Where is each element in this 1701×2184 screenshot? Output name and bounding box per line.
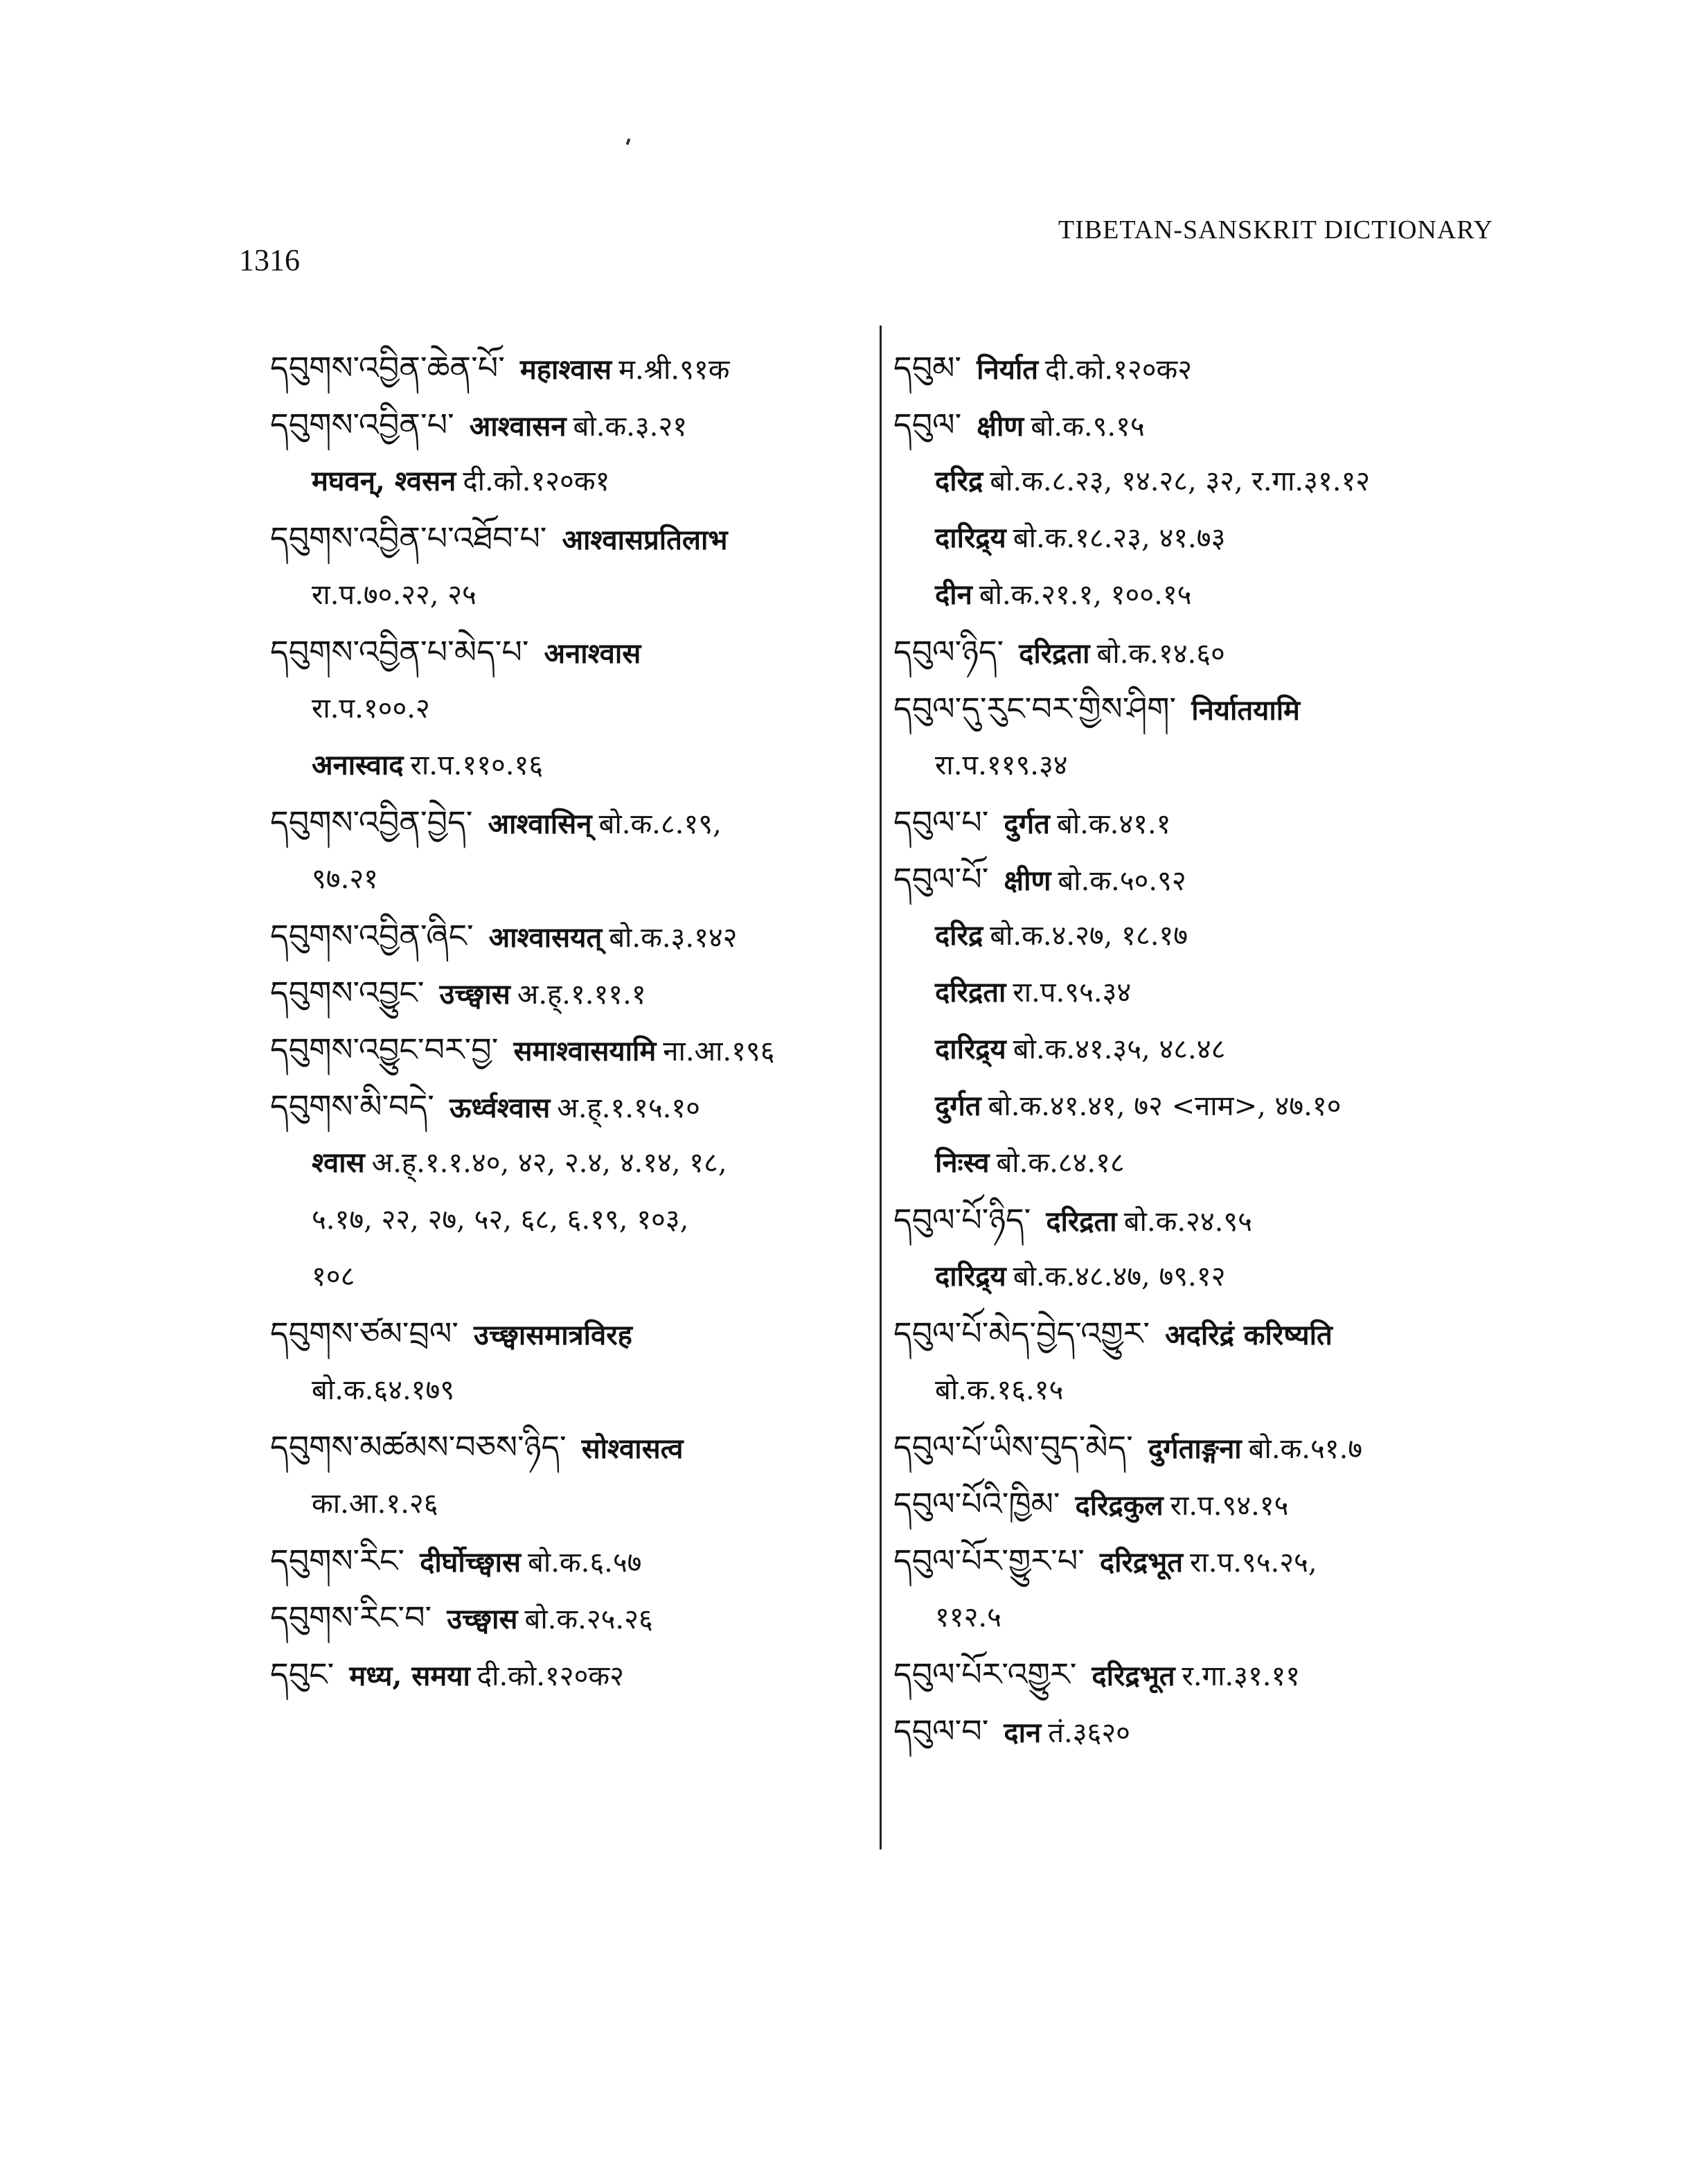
sanskrit-equivalent: मघवन्, श्वसन: [312, 465, 456, 497]
dictionary-entry: [270, 964, 880, 1021]
sanskrit-equivalent: दरिद्रता: [1019, 637, 1090, 670]
right-column: [893, 339, 1558, 1759]
source-reference: म.श्री.९१क: [618, 354, 730, 386]
dictionary-entry: [270, 623, 880, 680]
sanskrit-equivalent: दुर्गत: [935, 1090, 981, 1122]
sanskrit-equivalent: निःस्व: [935, 1146, 990, 1179]
dictionary-entry: [270, 851, 880, 907]
source-reference: रा.प.११९.३४: [935, 749, 1068, 781]
sanskrit-equivalent: सोश्वासत्व: [581, 1432, 684, 1465]
source-reference: बो.क.५०.९२: [1058, 865, 1186, 897]
tibetan-headword: དབུལ་པོ་: [893, 860, 989, 898]
source-reference: बो.क.२१.१, १००.१५: [979, 579, 1192, 611]
source-reference: बो.क.८.२३, १४.२८, ३२, र.गा.३१.१२: [990, 465, 1371, 497]
tibetan-headword: དབུགས་རིང་བ་: [270, 1599, 432, 1636]
dictionary-entry: [270, 907, 880, 964]
source-reference: रा.प.९५.२५,: [1190, 1547, 1317, 1579]
sanskrit-equivalent: क्षीण: [977, 410, 1024, 443]
dictionary-entry: [270, 1532, 880, 1589]
sanskrit-equivalent: उच्छ्वासमात्रविरह: [474, 1319, 632, 1351]
tibetan-headword: དབུགས་ཙམ་བྲལ་: [270, 1315, 459, 1352]
tibetan-headword: དབུལ་བ་: [893, 1712, 989, 1750]
tibetan-headword: དབུང་: [270, 1655, 335, 1693]
dictionary-entry: [893, 1646, 1558, 1703]
source-reference: अ.ह्.१.१५.१०: [557, 1092, 700, 1124]
sanskrit-equivalent: दरिद्रभूत: [1092, 1660, 1175, 1692]
dictionary-entry: [893, 1305, 1558, 1362]
source-reference: दी.को.१२०क२: [477, 1660, 624, 1692]
left-column: [270, 339, 880, 1703]
tibetan-headword: དབུལ་པོའི་ཁྱིམ་: [893, 1485, 1060, 1522]
source-reference: बो.क.१४.६०: [1096, 638, 1225, 670]
source-reference: बो.क.५१.७: [1248, 1433, 1363, 1465]
scan-speck: [626, 139, 631, 145]
tibetan-headword: དབུགས་འབྱིན་པ་འཐོབ་པ་: [270, 520, 547, 557]
source-reference: बो.क.२४.९५: [1123, 1206, 1252, 1238]
sanskrit-equivalent: दरिद्र: [935, 465, 983, 497]
sanskrit-equivalent: समाश्वासयामि: [513, 1035, 657, 1067]
source-reference: बो.क.८.१९,: [598, 808, 722, 840]
dictionary-entry: [270, 1248, 880, 1305]
dictionary-entry: [893, 567, 1558, 623]
sanskrit-equivalent: निर्यातयामि: [1191, 694, 1300, 727]
sanskrit-equivalent: आश्वासयत्: [488, 921, 603, 954]
sanskrit-equivalent: आश्वासप्रतिलाभ: [562, 524, 728, 556]
dictionary-entry: [893, 623, 1558, 680]
sanskrit-equivalent: अदरिद्रं करिष्यति: [1165, 1319, 1333, 1351]
source-reference: बो.क.३.१४२: [609, 922, 738, 954]
tibetan-headword: དབུལ་པོ་མེད་བྱེད་འགྱུར་: [893, 1315, 1150, 1352]
dictionary-entry: [893, 396, 1558, 453]
dictionary-entry: [893, 907, 1558, 964]
tibetan-headword: དབུགས་མཚམས་བཅས་ཉིད་: [270, 1428, 567, 1466]
source-reference: बो.क.४८.४७, ७९.१२: [1013, 1261, 1226, 1293]
dictionary-entry: [270, 794, 880, 851]
source-reference: बो.क.८४.१८: [996, 1147, 1125, 1179]
tibetan-headword: དབུགས་མི་བདེ་: [270, 1087, 434, 1125]
source-reference: र.गा.३१.११: [1182, 1660, 1301, 1692]
dictionary-entry: [893, 964, 1558, 1021]
source-reference: अ.ह्.१.१.४०, ४२, २.४, ४.१४, १८,: [371, 1147, 727, 1179]
source-reference: बो.क.१६.१५: [935, 1374, 1064, 1406]
dictionary-entry: [270, 1362, 880, 1419]
dictionary-entry: [893, 680, 1558, 737]
sanskrit-equivalent: दीर्घोच्छ्वास: [420, 1546, 521, 1579]
source-reference: बो.क.२५.२६: [524, 1604, 653, 1635]
sanskrit-equivalent: दरिद्रभूत: [1099, 1546, 1184, 1579]
dictionary-entry: [893, 453, 1558, 510]
dictionary-entry: [270, 510, 880, 567]
dictionary-entry: [893, 1135, 1558, 1191]
sanskrit-equivalent: दान: [1004, 1716, 1042, 1749]
dictionary-entry: [270, 1135, 880, 1191]
tibetan-headword: དབུགས་རིང་: [270, 1542, 405, 1579]
sanskrit-equivalent: दारिद्र्य: [935, 522, 1006, 554]
source-reference: १०८: [312, 1261, 355, 1293]
source-reference: दी.को.१२०क२: [1045, 354, 1193, 386]
source-reference: बो.क.४१.३५, ४८.४८: [1013, 1033, 1226, 1065]
sanskrit-equivalent: आश्वासन: [469, 410, 567, 443]
dictionary-entry: [893, 1021, 1558, 1078]
source-reference: रा.प.९४.१५: [1170, 1490, 1289, 1522]
dictionary-entry: [893, 794, 1558, 851]
tibetan-headword: དབུལ་ཉིད་: [893, 633, 1004, 671]
source-reference: रा.प.९५.३४: [1013, 977, 1132, 1009]
sanskrit-equivalent: आश्वासिन्: [488, 808, 592, 840]
sanskrit-equivalent: दीन: [935, 578, 972, 611]
source-reference: रा.प.१००.२: [312, 693, 430, 725]
sanskrit-equivalent: दारिद्र्य: [935, 1260, 1006, 1293]
sanskrit-equivalent: दारिद्र्य: [935, 1033, 1006, 1065]
tibetan-headword: དབུལ་པ་: [893, 804, 989, 841]
dictionary-entry: [893, 1532, 1558, 1589]
dictionary-entry: [893, 1589, 1558, 1646]
source-reference: ना.आ.१९६: [663, 1036, 775, 1067]
sanskrit-equivalent: दुर्गताङ्गना: [1148, 1432, 1242, 1465]
sanskrit-equivalent: दुर्गत: [1004, 808, 1050, 840]
tibetan-headword: དབུགས་འབྱུང་: [270, 974, 425, 1011]
dictionary-entry: [270, 1419, 880, 1475]
dictionary-entry: [893, 851, 1558, 907]
dictionary-entry: [270, 339, 880, 396]
source-reference: रा.प.७०.२२, २५: [312, 579, 477, 611]
source-reference: तं.३६२०: [1048, 1717, 1130, 1749]
tibetan-headword: དབུགས་འབྱིན་བྱེད་: [270, 804, 473, 841]
dictionary-entry: [893, 1362, 1558, 1419]
source-reference: ५.१७, २२, २७, ५२, ६८, ६.१९, १०३,: [312, 1204, 689, 1236]
running-head: TIBETAN-SANSKRIT DICTIONARY: [1058, 215, 1493, 245]
tibetan-headword: དབུགས་འབྱུང་བར་བྱ་: [270, 1031, 499, 1068]
sanskrit-equivalent: क्षीण: [1004, 864, 1051, 897]
source-reference: बो.क.१८.२३, ४१.७३: [1013, 522, 1226, 554]
sanskrit-equivalent: उच्छ्वास: [447, 1603, 518, 1635]
source-reference: रा.प.११०.१६: [410, 749, 544, 781]
column-divider: [880, 326, 882, 1849]
dictionary-entry: [270, 1589, 880, 1646]
source-reference: बो.क.४१.४१, ७२ <नाम>, ४७.१०: [988, 1090, 1342, 1122]
sanskrit-equivalent: महाश्वास: [519, 353, 612, 386]
tibetan-headword: དབུགས་འབྱིན་པ་: [270, 406, 454, 443]
source-reference: बो.क.९.१५: [1031, 411, 1145, 443]
dictionary-entry: [893, 1078, 1558, 1135]
dictionary-entry: [270, 1021, 880, 1078]
dictionary-entry: [270, 453, 880, 510]
source-reference: ९७.२१: [312, 863, 378, 895]
source-reference: बो.क.६४.१७९: [312, 1374, 455, 1406]
dictionary-entry: [270, 567, 880, 623]
tibetan-headword: དབུལ་པོར་གྱུར་པ་: [893, 1542, 1085, 1579]
tibetan-headword: དབུལ་: [893, 406, 962, 443]
source-reference: बो.क.३.२१: [573, 411, 687, 443]
source-reference: का.आ.१.२६: [312, 1488, 438, 1520]
dictionary-entry: [270, 737, 880, 794]
tibetan-headword: དབུལ་པོ་ཡིས་བུད་མེད་: [893, 1428, 1133, 1466]
sanskrit-equivalent: अनाश्वास: [544, 637, 641, 670]
dictionary-entry: [893, 510, 1558, 567]
sanskrit-equivalent: दरिद्रता: [935, 976, 1006, 1009]
dictionary-entry: [270, 1305, 880, 1362]
source-reference: ११२.५: [935, 1601, 1001, 1633]
source-reference: बो.क.४.२७, १८.१७: [990, 920, 1188, 952]
tibetan-headword: དབུགས་འབྱིན་ཞིང་: [270, 917, 474, 955]
tibetan-headword: དབུལ་པོར་འགྱུར་: [893, 1655, 1077, 1693]
dictionary-entry: [270, 1191, 880, 1248]
tibetan-headword: དབུགས་འབྱིན་ཆེན་པོ་: [270, 349, 505, 387]
dictionary-entry: [893, 1248, 1558, 1305]
page-number: 1316: [239, 243, 300, 277]
dictionary-entry: [893, 1475, 1558, 1532]
source-reference: बो.क.६.५७: [528, 1547, 642, 1579]
dictionary-entry: [893, 1419, 1558, 1475]
source-reference: अ.ह्.१.११.१: [517, 979, 646, 1011]
sanskrit-equivalent: ऊर्ध्वश्वास: [449, 1092, 551, 1124]
sanskrit-equivalent: श्वास: [312, 1146, 365, 1179]
dictionary-entry: [893, 1191, 1558, 1248]
sanskrit-equivalent: मध्य, समया: [349, 1660, 470, 1692]
sanskrit-equivalent: दरिद्रकुल: [1075, 1489, 1164, 1522]
dictionary-entry: [893, 737, 1558, 794]
tibetan-headword: དབུལ་པོ་ཉིད་: [893, 1201, 1031, 1239]
dictionary-entry: [270, 1646, 880, 1703]
tibetan-headword: དབུགས་འབྱིན་པ་མེད་པ་: [270, 633, 529, 671]
dictionary-entry: [893, 339, 1558, 396]
dictionary-entry: [270, 680, 880, 737]
sanskrit-equivalent: निर्यात: [977, 353, 1038, 386]
source-reference: दी.को.१२०क१: [463, 465, 610, 497]
dictionary-entry: [270, 1078, 880, 1135]
tibetan-headword: དབུམ་: [893, 349, 962, 387]
dictionary-entry: [270, 396, 880, 453]
source-reference: बो.क.४१.१: [1056, 808, 1171, 840]
sanskrit-equivalent: उच्छ्वास: [439, 978, 510, 1011]
sanskrit-equivalent: दरिद्र: [935, 919, 983, 952]
sanskrit-equivalent: दरिद्रता: [1046, 1205, 1117, 1238]
dictionary-entry: [270, 1475, 880, 1532]
dictionary-entry: [893, 1703, 1558, 1759]
tibetan-headword: དབུལ་དུ་རུང་བར་གྱིས་ཤིག་: [893, 690, 1177, 727]
sanskrit-equivalent: अनास्वाद: [312, 749, 404, 781]
